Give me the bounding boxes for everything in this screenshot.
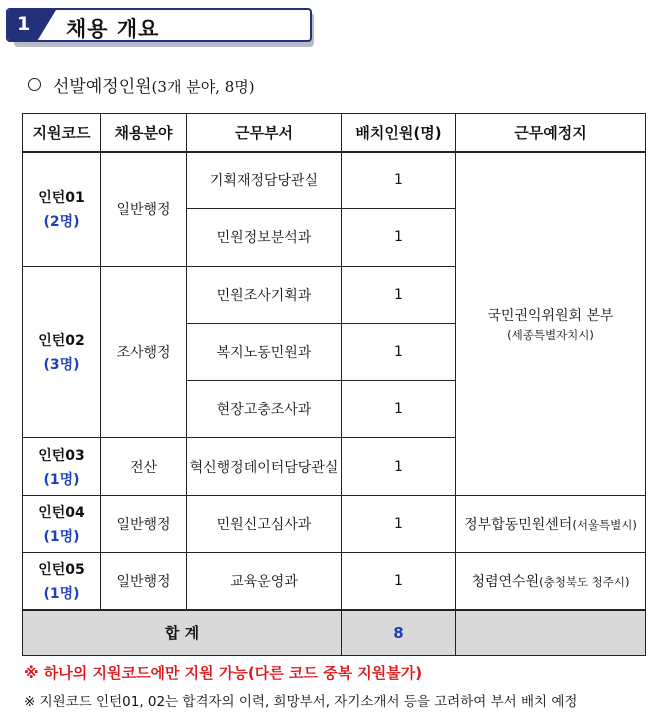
section-number-tab	[8, 10, 56, 40]
num-cell: 1	[342, 495, 456, 552]
bullet-sub-text: (3개 분야, 8명)	[151, 78, 255, 96]
location-cell	[456, 495, 646, 552]
total-value: 8	[342, 610, 456, 656]
num-cell: 1	[342, 438, 456, 495]
total-empty-cell	[456, 610, 646, 656]
note-placement: ※ 지원코드 인턴01, 02는 합격자의 이력, 희망부서, 자기소개서 등을 고려하여 부서 배치 예정	[24, 694, 578, 710]
note-duplicate-warning: ※ 하나의 지원코드에만 지원 가능(다른 코드 중복 지원불가)	[24, 664, 423, 682]
dept-cell: 혁신행정데이터담당관실	[187, 438, 342, 495]
code-cell	[23, 553, 101, 610]
dept-cell: 민원정보분석과	[187, 209, 342, 266]
code-label: 인턴05	[38, 561, 85, 578]
header-location: 근무예정지	[456, 114, 646, 152]
header-num: 배치인원(명)	[342, 114, 456, 152]
field-cell: 일반행정	[101, 152, 187, 267]
code-count: (1명)	[43, 585, 80, 602]
dept-cell: 기획재정담당관실	[187, 152, 342, 209]
code-cell	[23, 266, 101, 438]
dept-cell: 민원신고심사과	[187, 495, 342, 552]
dept-cell: 복지노동민원과	[187, 323, 342, 380]
table-row	[23, 553, 646, 610]
table-row	[23, 495, 646, 552]
dept-cell: 교육운영과	[187, 553, 342, 610]
location-sub: (서울특별시)	[572, 517, 637, 532]
section-header	[6, 8, 314, 44]
total-row	[23, 610, 646, 656]
num-cell: 1	[342, 381, 456, 438]
num-cell: 1	[342, 266, 456, 323]
dept-cell: 현장고충조사과	[187, 381, 342, 438]
total-label: 합 계	[23, 610, 342, 656]
code-cell	[23, 152, 101, 267]
code-cell	[23, 495, 101, 552]
header-field: 채용분야	[101, 114, 187, 152]
field-cell: 조사행정	[101, 266, 187, 438]
location-hq-cell	[456, 152, 646, 496]
field-cell: 전산	[101, 438, 187, 495]
code-label: 인턴01	[38, 190, 85, 207]
section-number: 1	[17, 13, 31, 35]
header-code: 지원코드	[23, 114, 101, 152]
code-count: (2명)	[43, 214, 80, 231]
code-cell	[23, 438, 101, 495]
recruitment-table	[22, 113, 646, 656]
location-main: 정부합동민원센터	[464, 516, 573, 533]
header-dept: 근무부서	[187, 114, 342, 152]
dept-cell: 민원조사기획과	[187, 266, 342, 323]
section-title: 채용 개요	[66, 17, 160, 41]
location-main: 청렴연수원	[471, 573, 540, 590]
bullet-line	[28, 72, 255, 97]
table-row	[23, 152, 646, 209]
code-label: 인턴02	[38, 333, 85, 350]
code-label: 인턴03	[38, 447, 85, 464]
location-cell	[456, 553, 646, 610]
code-count: (1명)	[43, 528, 80, 545]
num-cell: 1	[342, 323, 456, 380]
num-cell: 1	[342, 553, 456, 610]
code-label: 인턴04	[38, 504, 85, 521]
table-header-row	[23, 114, 646, 152]
bullet-main-text: 선발예정인원	[53, 77, 152, 97]
num-cell: 1	[342, 152, 456, 209]
location-hq-sub: (세종특별자치시)	[507, 327, 594, 342]
location-hq-main: 국민권익위원회 본부	[487, 307, 614, 324]
section-header-box	[6, 8, 312, 42]
field-cell: 일반행정	[101, 495, 187, 552]
num-cell: 1	[342, 209, 456, 266]
field-cell: 일반행정	[101, 553, 187, 610]
code-count: (1명)	[43, 471, 80, 488]
code-count: (3명)	[43, 357, 80, 374]
hollow-circle-icon	[28, 78, 41, 91]
location-sub: (충청북도 청주시)	[539, 574, 630, 589]
